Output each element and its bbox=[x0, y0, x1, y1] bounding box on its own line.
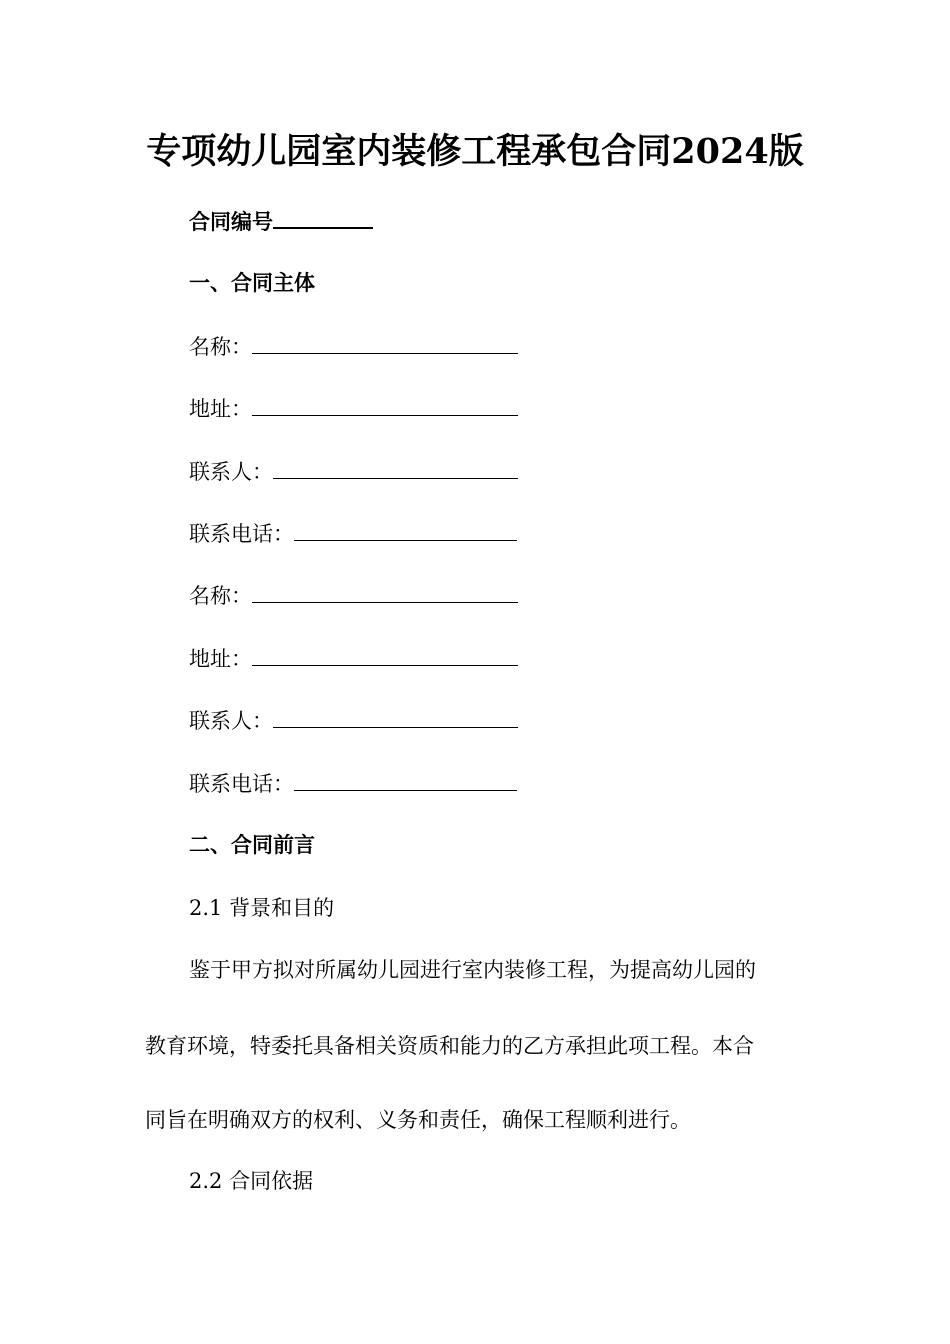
contract-number-row bbox=[189, 205, 373, 237]
party-b-address-label: 地址： bbox=[189, 647, 252, 671]
party-b-name-label: 名称： bbox=[189, 584, 252, 608]
party-a-address-row bbox=[189, 393, 518, 424]
contract-number-blank[interactable] bbox=[273, 205, 373, 229]
paragraph-1-line-2: 教育环境，特委托具备相关资质和能力的乙方承担此项工程。本合 bbox=[145, 1034, 754, 1058]
party-a-phone-label: 联系电话： bbox=[189, 522, 294, 546]
party-b-name-row bbox=[189, 580, 518, 611]
subsection-2-2-heading: 2.2 合同依据 bbox=[189, 1169, 314, 1193]
party-b-contact-label: 联系人： bbox=[189, 709, 273, 733]
party-b-address-row bbox=[189, 643, 518, 674]
party-a-contact-row bbox=[189, 456, 518, 487]
party-b-name-blank[interactable] bbox=[252, 580, 518, 603]
contract-number-label: 合同编号 bbox=[189, 209, 273, 234]
party-a-name-label: 名称： bbox=[189, 335, 252, 359]
party-a-name-blank[interactable] bbox=[252, 331, 518, 354]
section-2-heading: 二、合同前言 bbox=[189, 832, 315, 857]
party-a-name-row bbox=[189, 331, 518, 362]
document-title: 专项幼儿园室内装修工程承包合同2024版 bbox=[146, 131, 804, 172]
party-a-contact-blank[interactable] bbox=[273, 456, 518, 479]
party-a-address-blank[interactable] bbox=[252, 393, 518, 416]
subsection-2-1-heading: 2.1 背景和目的 bbox=[189, 896, 335, 920]
party-b-contact-blank[interactable] bbox=[273, 705, 518, 728]
party-b-phone-blank[interactable] bbox=[294, 768, 517, 791]
party-a-contact-label: 联系人： bbox=[189, 460, 273, 484]
party-a-phone-row bbox=[189, 518, 517, 549]
party-b-contact-row bbox=[189, 705, 518, 736]
party-a-phone-blank[interactable] bbox=[294, 518, 517, 541]
paragraph-1-line-3: 同旨在明确双方的权利、义务和责任，确保工程顺利进行。 bbox=[145, 1108, 691, 1132]
party-b-address-blank[interactable] bbox=[252, 643, 518, 666]
paragraph-1-line-1: 鉴于甲方拟对所属幼儿园进行室内装修工程，为提高幼儿园的 bbox=[189, 958, 756, 982]
section-1-heading: 一、合同主体 bbox=[189, 270, 315, 295]
party-a-address-label: 地址： bbox=[189, 397, 252, 421]
party-b-phone-row bbox=[189, 768, 517, 799]
party-b-phone-label: 联系电话： bbox=[189, 772, 294, 796]
